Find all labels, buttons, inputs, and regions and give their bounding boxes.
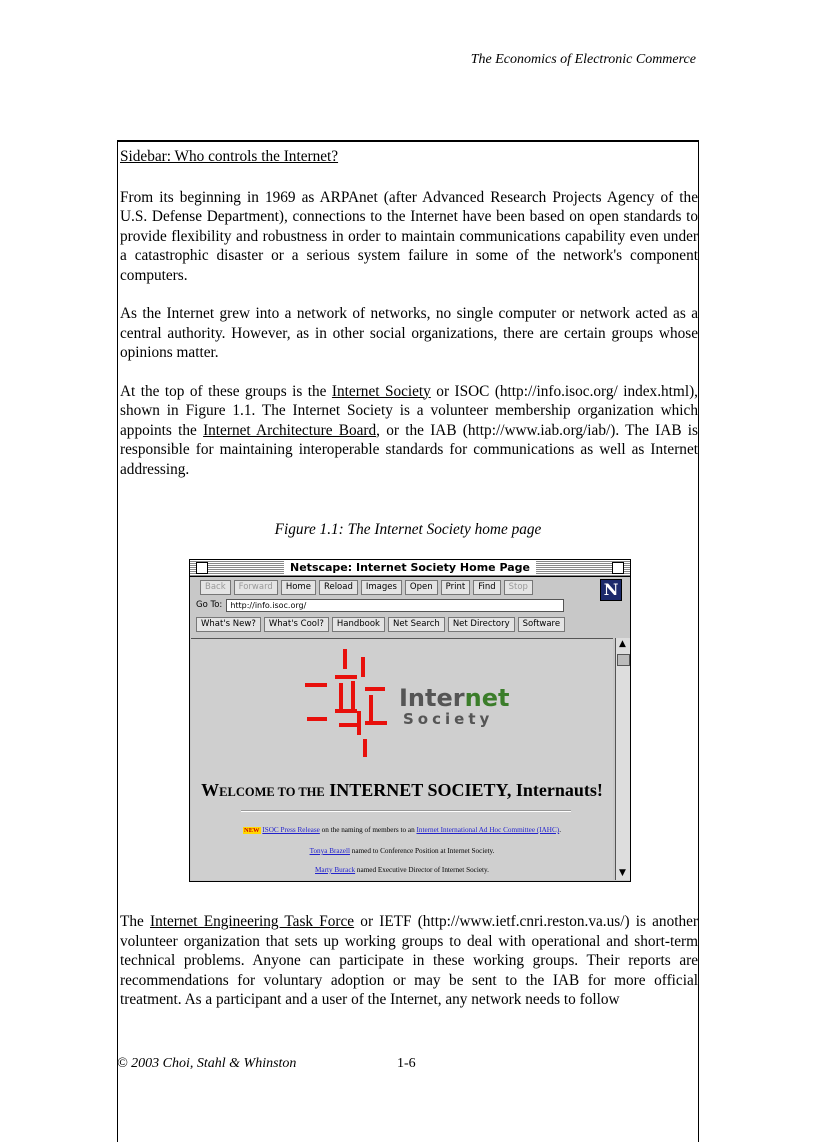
zoom-box-icon <box>612 562 624 574</box>
internet-society-link[interactable]: Internet Society <box>331 382 431 400</box>
paragraph-ietf: The Internet Engineering Task Force or IETF (http://www.ietf.cnri.reston.va.us/) is another volunteer organization that sets up working groups to deal with operational and short-term technical problems. Anyone can participate in these working groups. Their reports are recommendations for voluntary adoption or may be sent to the IAB for more official treatment. As a participant and a user of the Internet, any network needs to follow <box>120 913 699 1008</box>
forward-button: Forward <box>234 580 278 595</box>
find-button: Find <box>473 580 500 595</box>
figure-caption: Figure 1.1: The Internet Society home page <box>274 521 542 538</box>
page-number: 1-6 <box>397 1056 416 1071</box>
scroll-thumb <box>617 654 630 666</box>
stop-button: Stop <box>504 580 533 595</box>
news-item: NEW ISOC Press Release on the naming of members to an Internet International Ad Hoc Committee (IAHC). <box>244 826 561 834</box>
scroll-down-icon: ▼ <box>619 868 626 878</box>
iab-link[interactable]: Internet Architecture Board <box>203 421 377 439</box>
running-title: The Economics of Electronic Commerce <box>470 52 696 67</box>
location-bar <box>190 596 630 612</box>
browser-window-title: Netscape: Internet Society Home Page <box>284 561 536 575</box>
tonya-brazell-link: Tonya Brazell <box>309 847 350 855</box>
news-item: Tonya Brazell named to Conference Position at Internet Society. <box>309 847 495 855</box>
iahc-link: Internet International Ad Hoc Committee (IAHC) <box>416 826 560 834</box>
print-button: Print <box>441 580 471 595</box>
welcome-heading: WELCOME TO THE INTERNET SOCIETY, Internauts! <box>201 780 603 800</box>
browser-screenshot <box>189 559 631 882</box>
url-field: http://info.isoc.org/ <box>226 599 564 612</box>
reload-button: Reload <box>319 580 358 595</box>
news-item: Marty Burack named Executive Director of Internet Society. <box>315 866 489 874</box>
copyright: © 2003 Choi, Stahl & Whinston <box>117 1056 297 1071</box>
net-directory-button: Net Directory <box>448 617 515 632</box>
content-divider <box>241 810 571 812</box>
page-content <box>191 638 613 880</box>
paragraph-network-of-networks: As the Internet grew into a network of networks, no single computer or network acted as a central authority. However, as in other social organizations, there are certain groups whose opinions matter. <box>120 305 698 361</box>
handbook-button: Handbook <box>332 617 385 632</box>
whats-new-button: What's New? <box>196 617 261 632</box>
netscape-logo-icon: N <box>600 579 622 601</box>
sidebar-content <box>120 143 698 479</box>
paragraph-arpanet: From its beginning in 1969 as ARPAnet (after Advanced Research Projects Agency of the U.S. Defense Department), connections to the Internet have been based on open standards to provide flexibility and robustness in order to maintain communications capability even under a catastrophic disaster or a serious system failure in some of the network's component computers. <box>120 188 698 284</box>
scrollbar <box>615 638 630 880</box>
ietf-link[interactable]: Internet Engineering Task Force <box>149 913 355 930</box>
sidebar-content-continued <box>120 912 698 1010</box>
directory-buttons <box>190 612 630 635</box>
sidebar-title: Sidebar: Who controls the Internet? <box>120 148 339 165</box>
browser-toolbar <box>190 577 630 596</box>
back-button: Back <box>200 580 231 595</box>
close-box-icon <box>196 562 208 574</box>
paragraph-isoc: At the top of these groups is the Internet Society or ISOC (http://info.isoc.org/ index.html), shown in Figure 1.1. The Internet Society is a volunteer membership organization which appoints the Internet Architecture Board, or the IAB (http://www.iab.org/iab/). The IAB is responsible for maintaining interoperable standards for communications as well as Internet addressing. <box>120 382 698 478</box>
browser-titlebar <box>190 560 630 577</box>
goto-label: Go To: <box>196 600 223 610</box>
net-search-button: Net Search <box>388 617 445 632</box>
marty-burack-link: Marty Burack <box>315 866 356 874</box>
press-release-link: ISOC Press Release <box>262 826 320 834</box>
home-button: Home <box>281 580 316 595</box>
whats-cool-button: What's Cool? <box>264 617 329 632</box>
new-badge-icon: NEW <box>244 827 260 834</box>
open-button: Open <box>405 580 438 595</box>
isoc-logo-icon <box>299 649 409 759</box>
software-button: Software <box>518 617 565 632</box>
isoc-logo-text: Internet Society <box>399 684 510 728</box>
images-button: Images <box>361 580 402 595</box>
scroll-up-icon: ▲ <box>619 639 626 649</box>
